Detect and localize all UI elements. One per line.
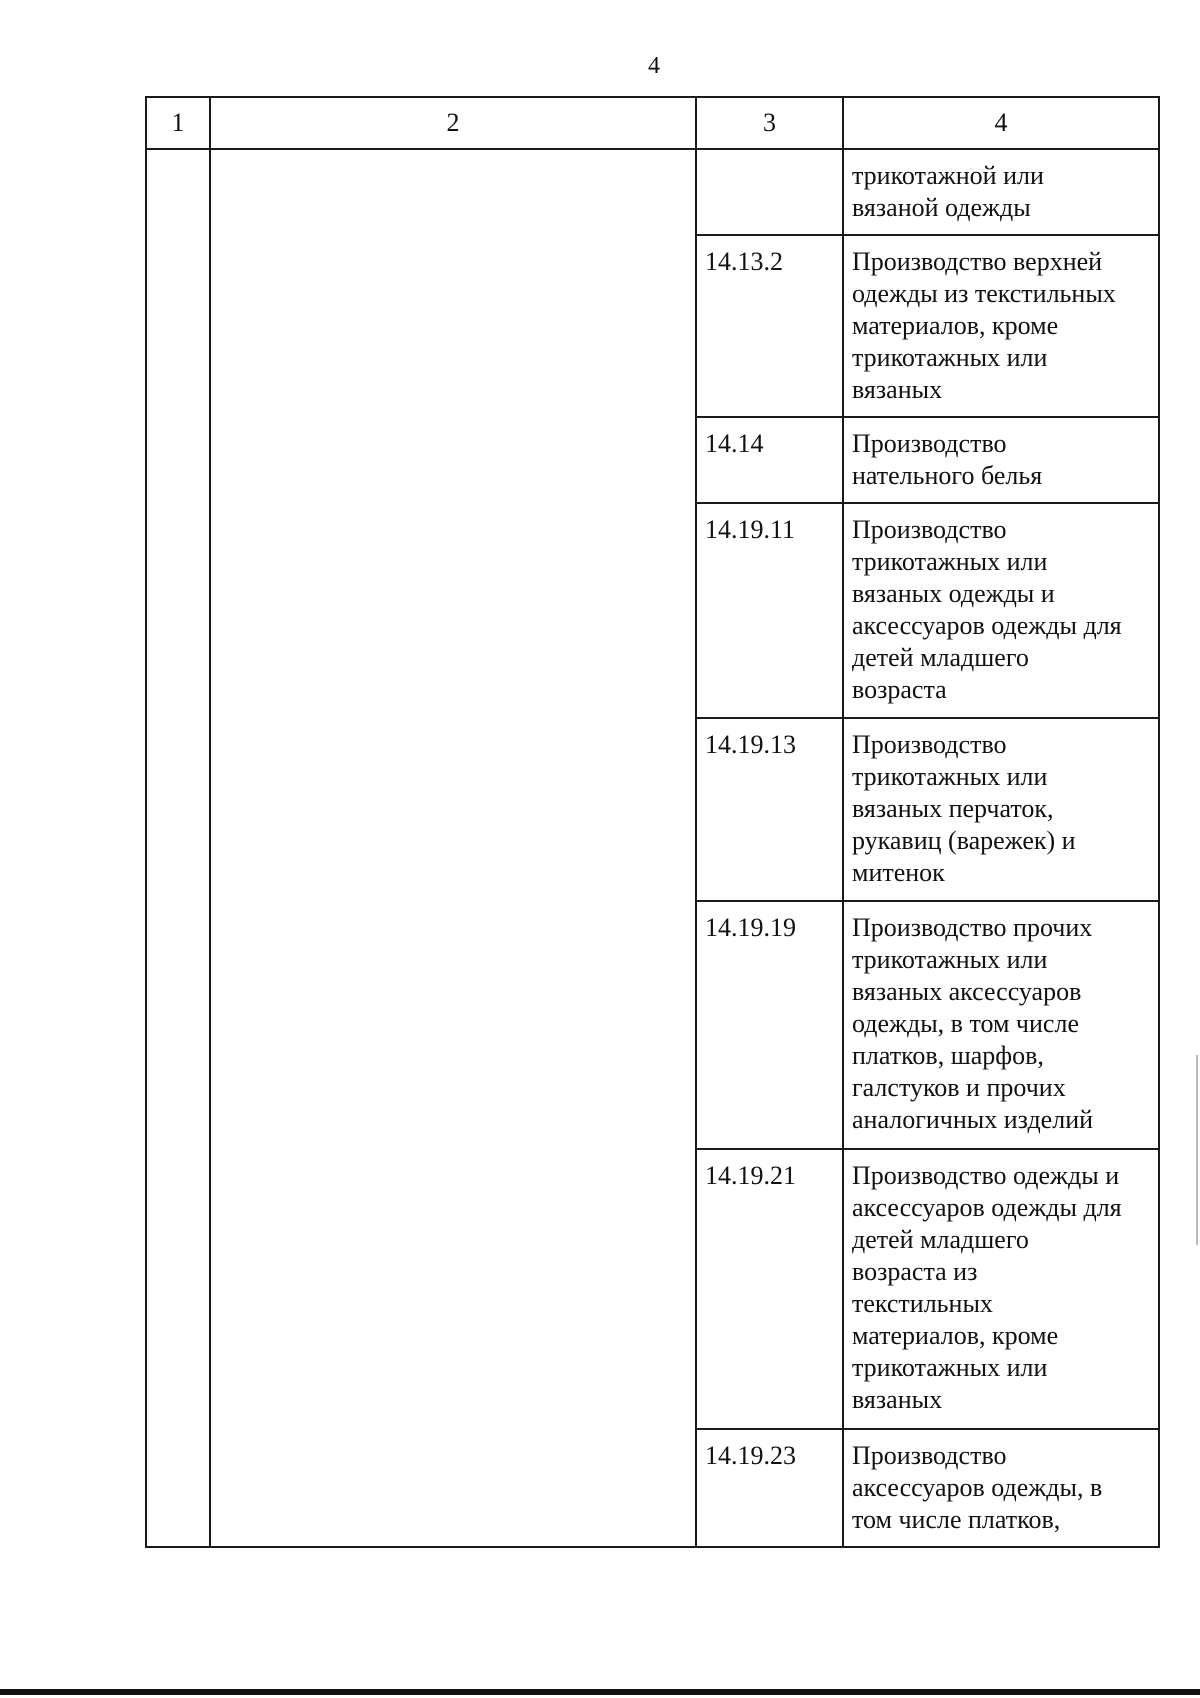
scan-bottom-edge <box>0 1689 1200 1695</box>
code-cell: 14.19.13 <box>696 718 843 901</box>
description-cell <box>843 235 1159 417</box>
description-cell <box>843 901 1159 1149</box>
description-text: Производство одежды и аксессуаров одежды для детей младшего возраста из текстильных материалов, кроме трикотажных или вязаных <box>852 1161 1122 1414</box>
okved-table <box>145 96 1160 1548</box>
code-cell: 14.13.2 <box>696 235 843 417</box>
header-col-3: 3 <box>696 97 843 149</box>
description-cell <box>843 718 1159 901</box>
empty-cell-col-2 <box>210 149 696 1547</box>
continuation-text: трикотажной или вязаной одежды <box>852 161 1044 222</box>
header-col-1: 1 <box>146 97 210 149</box>
header-col-4: 4 <box>843 97 1159 149</box>
code-cell: 14.19.23 <box>696 1429 843 1547</box>
page-number: 4 <box>648 53 660 79</box>
description-cell <box>843 149 1159 235</box>
code-cell: 14.19.21 <box>696 1149 843 1429</box>
description-cell <box>843 1429 1159 1547</box>
description-cell <box>843 1149 1159 1429</box>
code-cell: 14.19.11 <box>696 503 843 718</box>
description-text: Производство нательного белья <box>852 429 1043 490</box>
table-row <box>146 149 1159 235</box>
table-header-row <box>146 97 1159 149</box>
description-text: Производство верхней одежды из текстильных материалов, кроме трикотажных или вязаных <box>852 247 1116 404</box>
code-cell: 14.14 <box>696 417 843 503</box>
code-cell: 14.19.19 <box>696 901 843 1149</box>
header-col-2: 2 <box>210 97 696 149</box>
description-text: Производство трикотажных или вязаных одежды и аксессуаров одежды для детей младшего возраста <box>852 515 1122 704</box>
description-text: Производство аксессуаров одежды, в том числе платков, <box>852 1441 1103 1534</box>
description-text: Производство трикотажных или вязаных перчаток, рукавиц (варежек) и митенок <box>852 730 1076 887</box>
description-text: Производство прочих трикотажных или вязаных аксессуаров одежды, в том числе платков, шарфов, галстуков и прочих аналогичных изделий <box>852 913 1094 1134</box>
description-cell <box>843 503 1159 718</box>
scan-side-mark <box>1196 1055 1198 1245</box>
description-cell <box>843 417 1159 503</box>
empty-cell-col-1 <box>146 149 210 1547</box>
empty-code-cell <box>696 149 843 235</box>
